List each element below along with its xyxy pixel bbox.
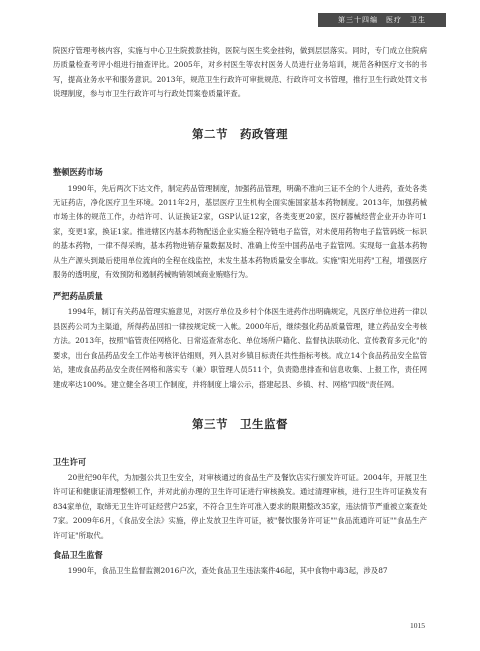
intro-paragraph: 院医疗管理考核内容，实施与中心卫生院拨款挂钩，医院与医生奖金挂钩，做到层层落实。同时，专门成立住院病历质量检查考评小组进行抽查评比。2005年，对乡村医生等农村医务人员进行业务培训，规范各种医疗文书的书写，提高业务水平和服务意识。2013年，规范卫生行政许可审批规范、行政许可文书管理，推行卫生行政处罚文书说理制度，参与市卫生行政许可与行政处罚案卷质量评查。	[53, 46, 427, 99]
paragraph-drug-quality: 1994年，制订有关药品管理实施意见，对医疗单位及乡村个体医生进药作出明确规定，凡医疗单位进药一律以县医药公司为主渠道，所得药品回扣一律按规定统一入帐。2000年后，继续强化药品质量管理，建立药品安全考核方法。2013年，按照"临管责任网格化、日常巡查常态化、单位场所户籍化、监督执法联动化、宣传教育多元化"的要求，出台食品药品安全工作站考核评估细则，列入县对乡镇目标责任共性指标考核。成立14个食品药品安全监管站，建成食品药品安全责任网格和落实专（兼）职管理人员511个，负责隐患排查和信息收集、上报工作，责任网建成率达100%。建立健全各项工作制度，并将制度上墙公示，搭建起县、乡镇、村、网格"四级"责任网。	[53, 307, 427, 389]
subsection-heading-health-permit: 卫生许可	[53, 456, 87, 467]
paragraph-market-rectification: 1990年，先后两次下达文件，制定药品管理制度，加强药品管理，明确不准向三证不全的个人进药，查处各类无证药店，净化医疗卫生环境。2011年2月，基层医疗卫生机构全面实施国家基本药物制度。2013年，加强药械市场主体的规范工作，办结许可、认证换证2家，GSP认证12家，各类变更20家，医疗器械经营企业开办许可1家，变更1家，换证1家。推进辖区内基本药物配送企业实施全程冷链电子监管，对未使用药物电子监管码统一标识的基本药物，一律不得采购，基本药物进销存量数据及时、准确上传至中国药品电子监管网。实现每一盒基本药物从生产源头到最后使用单位流向的全程在线监控，未发生基本药物质量安全事故。实施"阳光用药"工程，增强医疗服务的透明度，有效预防和遏制药械购销领域商业贿赂行为。	[53, 183, 427, 280]
running-head: 第三十四编 医疗 卫生	[318, 13, 446, 27]
subsection-heading-food-hygiene: 食品卫生监督	[53, 549, 103, 560]
paragraph-food-hygiene: 1990年，食品卫生监督监测2016户次，查处食品卫生违法案件46起，其中食物中毒3起，涉及87	[67, 565, 388, 575]
subsection-heading-drug-quality: 严把药品质量	[53, 291, 103, 302]
section-title-health-supervision: 第三节 卫生监督	[192, 416, 288, 431]
page-content	[53, 44, 427, 578]
page-number: 1015	[410, 621, 425, 630]
paragraph-health-permit: 20世纪90年代，为加强公共卫生安全，对审核通过的食品生产及餐饮店实行颁发许可证。2004年，开展卫生许可证和健康证清理整顿工作，并对此前办理的卫生许可证进行审核换发。通过清理审核，进行卫生许可证换发有834家单位，取缔无卫生许可证经营户25家，不符合卫生许可准入要求的限期整改35家，违法情节严重被立案查处7家。2009年6月，《食品安全法》实施，停止发放卫生许可证，被"餐饮服务许可证""食品流通许可证""食品生产许可证"所取代。	[53, 472, 427, 540]
section-title-drug-administration: 第二节 药政管理	[192, 126, 288, 141]
subsection-heading-market-rectification: 整顿医药市场	[53, 166, 103, 177]
